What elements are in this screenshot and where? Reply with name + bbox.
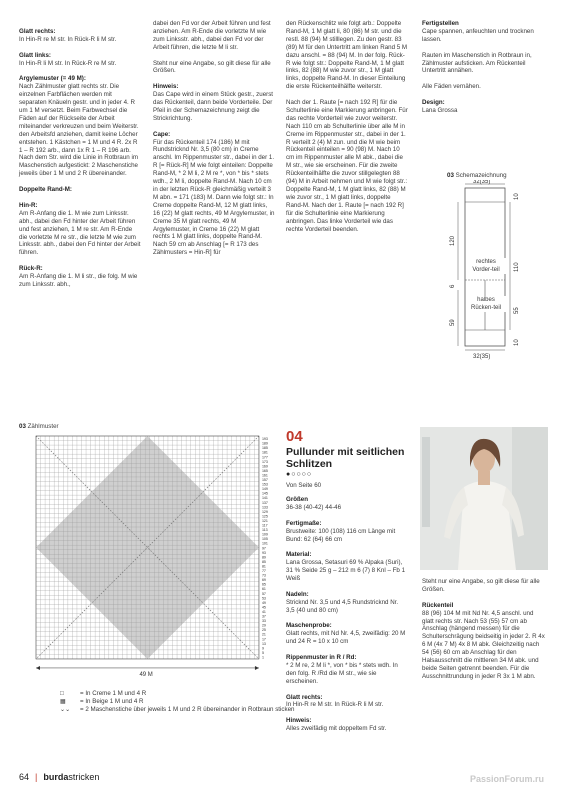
row-label: 73	[261, 573, 266, 578]
pattern-number: 04	[286, 428, 303, 445]
col1-paragraph	[19, 186, 141, 194]
paragraph-text: dabei den Fd vor der Arbeit führen und fest anziehen. Am R-Ende die vorletzte M wie zum Linksstr. abh., dabei den Fd vor der Arbeit führen, die letzte M li str.	[153, 20, 271, 51]
paragraph-heading: Fertigmaße:	[286, 519, 322, 527]
col5-paragraph	[286, 551, 408, 583]
paragraph-text: Am R-Anfang die 1. M li str., die folg. M wie zum Linksstr. abh.,	[19, 273, 138, 288]
col1-paragraph	[19, 28, 141, 44]
legend-item	[60, 698, 294, 706]
paragraph-heading: Argylemuster (= 49 M):	[19, 75, 86, 83]
col5-paragraph	[286, 520, 408, 544]
paragraph-text: Brustweite: 100 (108) 116 cm Länge mit Bund: 62 (64) 66 cm	[286, 527, 396, 543]
row-label: 89	[261, 555, 266, 560]
row-label: 153	[261, 482, 268, 487]
width-label: 49 M	[139, 671, 153, 678]
col4-paragraph	[422, 52, 544, 76]
paragraph-text: Für das Rückenteil 174 (186) M mit Rundstricknd Nr. 3,5 (80 cm) in Creme anschl. Im Rippenmuster str., dabei in der 1. R [= Rück-R] M wie folgt einteilen: Doppelte Rand-M, * 2 M li, 2 M re *, von * bis * stets wdh., 2 M li, doppelte Rand-M. Nach 10 cm in der letzten Rück-R gleichmäßig verteilt 3 M abn. = 171 (183) M. Dann wie folgt str.: In Creme doppelte Rand-M, 12 M glatt links, 16 (22) M glatt rechts, 49 M Argylemuster, in Creme 35 M glatt rechts, 49 M Argylemuster, in Creme 16 (22) M glatt rechts 1 M glatt links, doppelte Rand-M. Nach 59 cm ab Anschlag [= R 173 des Zählmusters = Hin-R] für	[153, 138, 275, 257]
row-label: 101	[261, 541, 268, 546]
schema-bottom: 32(35)	[473, 354, 491, 360]
paragraph-heading: Cape:	[153, 130, 171, 138]
paragraph-heading: Nadeln:	[286, 590, 309, 598]
schema-10b: 10	[514, 339, 520, 346]
row-label: 69	[261, 578, 266, 583]
column-5	[286, 496, 408, 741]
col4-paragraph	[422, 83, 544, 91]
paragraph-text: 88 (96) 104 M mit Nd Nr. 4,5 anschl. und glatt rechts str. Nach 53 (55) 57 cm ab Anschlag (hängend messen) für die Schulterschrägung beidseitig in jeder 2. R 4x 6 M (4x 7 M) 4x 8 M abk. Gleichzeitig nach 54 (56) 60 cm ab Anschlag für den Halsausschnitt die mittleren 34 M abk. und beide Seiten getrennt beenden. Für die Ausschnittrundung in jeder R 3x 1 M abn.	[422, 609, 545, 680]
watermark: PassionForum.ru	[470, 774, 545, 784]
paragraph-text: Rauten im Maschenstich in Rotbraun in, Zählmuster aufsticken. Am Rückenteil Untertritt annähen.	[422, 51, 532, 75]
row-label: 61	[261, 587, 266, 592]
paragraph-heading: Rippenmuster in R / Rd:	[286, 654, 357, 662]
legend-symbol: ▦	[60, 698, 66, 705]
col6-paragraph	[422, 578, 546, 594]
row-label: 169	[261, 464, 268, 469]
paragraph-heading: Hin-R:	[19, 201, 38, 209]
legend-text: = In Beige 1 M und 4 R	[80, 698, 144, 705]
row-label: 5	[261, 650, 264, 655]
col5-paragraph	[286, 717, 408, 733]
col6-paragraph	[422, 602, 546, 681]
row-label: 145	[261, 491, 268, 496]
row-label: 109	[261, 532, 268, 537]
column-4	[422, 20, 544, 123]
paragraph-text: Das Cape wird in einem Stück gestr., zuerst das Rückenteil, dann beide Vorderteile. Der Pfeil in der Schemazeichnung zeigt die Strickrichtung.	[153, 91, 274, 122]
row-label: 177	[261, 455, 268, 460]
column-2	[153, 20, 275, 265]
paragraph-text: Glatt rechts, mit Nd Nr. 4,5, zweifädig: 20 M und 24 R = 10 x 10 cm	[286, 630, 406, 646]
legend	[60, 690, 294, 714]
paragraph-text: den Rückenschlitz wie folgt arb.: Doppelte Rand-M, 1 M glatt li, 80 (86) M str. und die restl. 88 (94) M stilllegen. Zu den gestr. 83 (89) M für den Untertritt am linken Rand 5 M dazu anschl. = 88 (94) M. In der folg. Rück-R wie folgt str.: Doppelte Rand-M, 1 M glatt links, 82 (88) M wie zuvor str., 1 M glatt links, doppelte Rand-M. In dieser Einteilung die erste Rückenteilhälfte weiterstr.	[286, 20, 408, 91]
paragraph-text: * 2 M re, 2 M li *, von * bis * stets wdh. In den folg. R /Rd die M str., wie sie erscheinen.	[286, 661, 398, 685]
row-label: 29	[261, 623, 266, 628]
row-label: 13	[261, 641, 266, 646]
col1-paragraph	[19, 52, 141, 68]
source-page: Von Seite 60	[286, 482, 322, 489]
row-label: 141	[261, 496, 268, 501]
row-label: 185	[261, 446, 268, 451]
row-label: 77	[261, 569, 266, 574]
paragraph-text: In Hin-R li M str. In Rück-R re M str.	[19, 59, 117, 67]
legend-symbol: □	[60, 690, 64, 697]
legend-text: = 2 Maschenstiche über jeweils 1 M und 2 R übereinander in Rotbraun sticken	[80, 706, 295, 713]
paragraph-heading: Rück-R:	[19, 265, 43, 273]
row-label: 85	[261, 559, 266, 564]
paragraph-heading: Glatt rechts:	[286, 693, 323, 701]
row-label: 157	[261, 478, 268, 483]
column-3	[286, 20, 408, 241]
row-label: 129	[261, 509, 268, 514]
paragraph-text: Lana Grossa	[422, 106, 458, 114]
paragraph-heading: Maschenprobe:	[286, 622, 332, 630]
row-label: 121	[261, 518, 268, 523]
col1-paragraph	[19, 202, 141, 257]
row-label: 117	[261, 523, 268, 528]
paragraph-text: Lana Grossa, Setasuri 69 % Alpaka (Suri), 31 % Seide 25 g – 212 m 6 (7) 8 Knl – Fb 1 Weiß	[286, 559, 406, 583]
col3-paragraph	[286, 99, 408, 233]
schema-back-label: halbes Rücken-teil	[466, 296, 506, 312]
col1-paragraph	[19, 265, 141, 289]
row-label: 137	[261, 500, 268, 505]
schema-top: 32(35)	[473, 180, 491, 185]
paragraph-text: In Hin-R re M str. In Rück-R li M str.	[286, 701, 384, 709]
paragraph-text: Am R-Anfang die 1. M wie zum Linksstr. abh., dabei den Fd hinter der Arbeit führen und fest anziehen, 1 M re str. Am R-Ende die vorletzte M re str., die letzte M wie zum Linksstr. abh., dabei den Fd hinter der Arbeit führen.	[19, 209, 141, 257]
row-label: 17	[261, 637, 266, 642]
row-label: 105	[261, 537, 268, 542]
schema-120: 120	[450, 235, 456, 246]
row-label: 173	[261, 459, 268, 464]
legend-symbol: ⌄⌄	[60, 706, 71, 713]
paragraph-text: In Hin-R re M str. In Rück-R li M str.	[19, 35, 117, 43]
col5-paragraph	[286, 694, 408, 710]
paragraph-text: Alles zweifädig mit doppeltem Fd str.	[286, 725, 387, 733]
paragraph-text: Steht nur eine Angabe, so gilt diese für alle Größen.	[153, 59, 271, 75]
schema-59: 59	[450, 319, 456, 326]
paragraph-heading: Fertigstellen	[422, 20, 459, 27]
page-footer: 64 | burdastricken	[19, 772, 100, 782]
paragraph-text: Steht nur eine Angabe, so gilt diese für alle Größen.	[422, 578, 540, 593]
col5-paragraph	[286, 654, 408, 686]
schema-55: 55	[514, 307, 520, 314]
paragraph-text: Stricknd Nr. 3,5 und 4,5 Rundstricknd Nr. 3,5 (40 und 80 cm)	[286, 598, 399, 614]
brand-name: burda	[43, 772, 69, 782]
col2-paragraph	[153, 20, 275, 52]
col4-paragraph	[422, 20, 544, 44]
col5-paragraph	[286, 496, 408, 512]
row-label: 37	[261, 614, 266, 619]
row-label: 165	[261, 468, 268, 473]
legend-item	[60, 690, 294, 698]
row-label: 149	[261, 487, 268, 492]
row-label: 97	[261, 546, 266, 551]
col5-paragraph	[286, 622, 408, 646]
row-label: 49	[261, 600, 266, 605]
row-label: 33	[261, 619, 266, 624]
paragraph-heading: Hinweis:	[153, 83, 179, 91]
column-1	[19, 28, 141, 297]
paragraph-text: 36-38 (40-42) 44-46	[286, 503, 342, 511]
column-6	[422, 578, 546, 689]
col2-paragraph	[153, 83, 275, 123]
paragraph-heading: Größen	[286, 496, 309, 503]
row-label: 25	[261, 628, 266, 633]
col1-paragraph	[19, 75, 141, 178]
difficulty-dots: ●○○○○	[286, 471, 313, 478]
row-label: 193	[261, 437, 268, 442]
paragraph-heading: Glatt rechts:	[19, 28, 56, 35]
row-label: 81	[261, 564, 266, 569]
col5-paragraph	[286, 591, 408, 615]
row-label: 133	[261, 505, 268, 510]
row-label: 65	[261, 582, 266, 587]
row-label: 57	[261, 591, 266, 596]
schema-10a: 10	[514, 193, 520, 200]
paragraph-heading: Hinweis:	[286, 717, 312, 725]
row-label: 181	[261, 450, 268, 455]
legend-text: = In Creme 1 M und 4 R	[80, 690, 147, 697]
paragraph-heading: Design:	[422, 99, 445, 107]
col2-paragraph	[153, 131, 275, 258]
schema-110: 110	[514, 262, 520, 272]
paragraph-heading: Material:	[286, 551, 312, 559]
legend-item	[60, 706, 294, 714]
schema-title: 03 Schemazeichnung	[447, 172, 507, 179]
paragraph-heading: Glatt links:	[19, 51, 51, 59]
col3-paragraph	[286, 20, 408, 91]
pattern-title: Pullunder mit seitlichen Schlitzen	[286, 446, 405, 470]
row-label: 189	[261, 441, 268, 446]
paragraph-heading: Doppelte Rand-M:	[19, 186, 72, 194]
row-label: 93	[261, 550, 266, 555]
row-label: 53	[261, 596, 266, 601]
row-label: 41	[261, 609, 266, 614]
paragraph-text: Nach der 1. Raute [= nach 192 R] für die Schulterlinie eine Markierung anbringen. Für das rechte Vorderteil wie zuvor weiterstr. Nach 110 cm ab Schulterlinie über alle M in Creme im Rippenmuster str., dabei in der 1. R verteilt 2 (4) M zun. und die M wie beim Rückenteil einteilen = 90 (98) M. Nach 10 cm im Rippenmuster alle M abk., dabei die M str., wie sie erscheinen. Für die zweite Rückenteilhälfte die zuvor stillgelegten 88 (94) M in Arbeit nehmen und M wie folgt str.: Doppelte Rand-M, 1 M glatt links, 82 (88) M wie zuvor str., 1 M glatt links, doppelte Rand-M. Nach der 1. Raute [= nach 192 R] für die Schulterlinie eine Markierung anbringen. Das linke Vorderteil wie das rechte Vorderteil beenden.	[286, 99, 408, 233]
chart-title: 03 Zählmuster	[19, 423, 59, 430]
paragraph-text: Cape spannen, anfeuchten und trocknen lassen.	[422, 27, 534, 43]
schema-6: 6	[450, 284, 456, 288]
paragraph-heading: Rückenteil	[422, 601, 454, 609]
schema-front-label: rechtes Vorder-teil	[466, 258, 506, 274]
row-label: 9	[261, 646, 264, 651]
row-label: 1	[261, 655, 264, 660]
col2-paragraph	[153, 60, 275, 76]
row-label: 125	[261, 514, 268, 519]
row-label: 113	[261, 528, 268, 533]
row-label: 161	[261, 473, 268, 478]
col4-paragraph	[422, 99, 544, 115]
row-label: 21	[261, 632, 266, 637]
paragraph-text: Alle Fäden vernähen.	[422, 83, 481, 91]
row-label: 45	[261, 605, 266, 610]
counting-chart	[30, 432, 280, 680]
paragraph-text: Nach Zählmuster glatt rechts str. Die einzelnen Farbflächen werden mit separaten Knäueln gestr. und in jeder 4. R um 1 M versetzt. Beim Farbwechsel die Fäden auf der Rückseite der Arbeit miteinander verkreuzen und beim Weiterstr. den Arbeitsfd anziehen, damit keine Löcher entstehen. 1 Kästchen = 1 M und 4 R. 2x R 1 – R 192 arb., dann 1x R 1 – R 196 arb. Nach dem Str. wird die Linie in Rotbraun im Maschenstich aufgestickt: 2 Maschenstiche jeweils über 1 M und 2 R übereinander.	[19, 83, 139, 178]
model-photo	[420, 427, 548, 570]
brand-suffix: stricken	[68, 772, 100, 782]
page-number: 64	[19, 772, 30, 782]
